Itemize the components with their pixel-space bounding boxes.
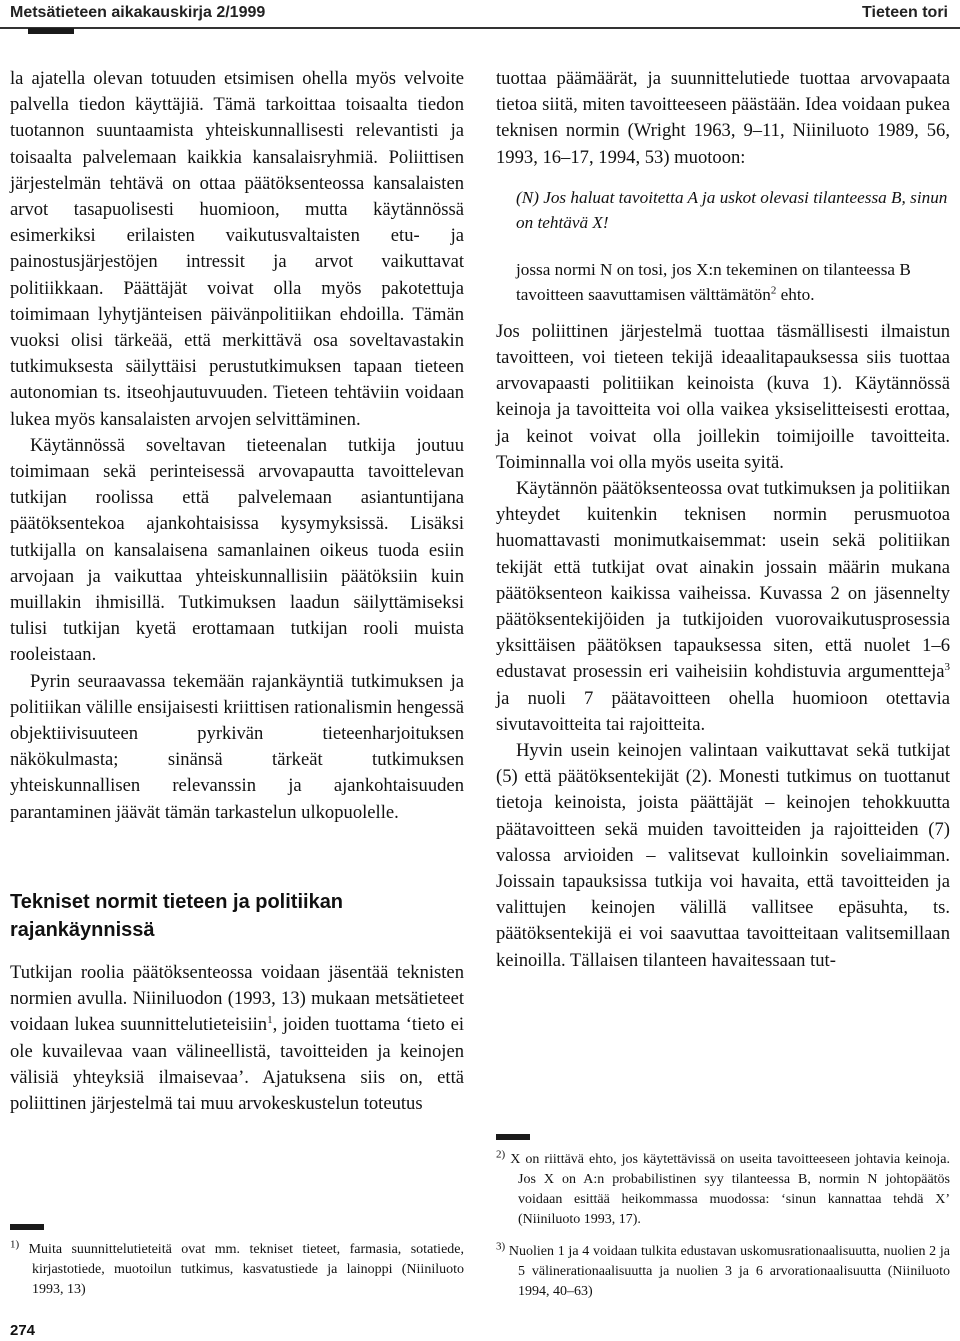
footnote-mark: 3) — [496, 1240, 506, 1253]
footnote-mark: 1) — [10, 1238, 20, 1251]
page-number: 274 — [10, 1322, 36, 1339]
technical-norm-block — [516, 185, 950, 307]
footnote — [10, 1240, 464, 1300]
norm-explanation-text: ehto. — [776, 284, 815, 304]
paragraph-text: , joiden tuottama ‘tieto ei ole kuvailevaa vaan välineellistä, tavoitteiden ja keinojen välisiä yhteyksiä ilmaisevaa’. Ajatuksena siis on, että poliittinen järjestelmä tai muu arvokeskustelun toteutus — [10, 1014, 465, 1114]
footnote-ref: 2 — [770, 284, 777, 297]
paragraph — [10, 960, 464, 1117]
footnotes-right — [496, 1134, 950, 1302]
header-tab-marker — [28, 28, 74, 34]
footnote-rule — [496, 1134, 530, 1140]
footnote-text: Nuolien 1 ja 4 voidaan tulkita edustavan uskomusrationaalisuutta, nuolien 2 ja 5 välinerationaalisuutta ja nuolien 3 ja 6 arvorationaalisuutta (Niiniluoto 1994, 40–63) — [508, 1244, 950, 1299]
paragraph: Käytännössä soveltavan tieteenalan tutkija joutuu toimimaan sekä perinteisessä arvovapautta tavoittelevan tutkijan roolissa että palvelemaan asiantuntijana päätöksentekoa ajankohtaisissa kysymyksissä. Lisäksi tutkijalla on kansalaisena samanlainen oikeus tuoda esiin arvojaan ja vaikuttaa yhteiskunnallisiin päätöksiin kuin muillakin ihmisillä. Tutkimuksen laadun säilyttämiseksi tulisi tutkijan kyetä erottamaan tutkijan rooli muista rooleistaan. — [10, 434, 464, 666]
footnote-rule — [10, 1224, 44, 1230]
footnotes-left — [10, 1224, 464, 1300]
paragraph-text: Käytännön päätöksenteossa ovat tutkimuksen ja politiikan yhteydet kuitenkin teknisen normin perusmuotoa huomattavasti monimutkaisemmat: usein sekä politiikan tekijät että tutkijat ovat ainakin jossain määrin mukana päätöksenteon kaikissa vaiheissa. Kuvassa 2 on jäsennelty päätöksentekijöiden ja tutkijoiden vuorovaikutusprosessia yksittäisen päätöksen tapauksessa siten, että nuolet 1–6 edustavat prosessin eri vaiheisiin kohdistuvia argumentteja — [496, 478, 950, 683]
paragraph: la ajatella olevan totuuden etsimisen ohella myös velvoite palvella tiedon käyttäjiä. Tämä tarkoittaa toisaalta tiedon tuotannon suuntaamista yhteiskunnallisesti relevantisti ja toisaalta palvelemaan kaikkia kansalaisryhmiä. Poliittisen järjestelmän tehtävä on ottaa päätöksenteossa kansalaisten arvot tasapuolisesti huomioon, mutta käytännössä esimerkiksi erilaisten vaikutusvaltaisten etu- ja painostusjärjestöjen intressit ja arvot vaikuttavat politiikkaan. Päättäjät voivat olla myös pakotettuja toimimaan lyhytjänteisen päivänpolitiikan ehdoilla. Tämän vuoksi olisi tärkeää, että merkittävä osa soveltavastakin tutkimuksesta säilyttäisi perustutkimuksen tapaan tieteen autonomian ts. itseohjautuvuuden. Tieteen tehtäviin voidaan lukea myös kansalaisten arvojen selvittäminen. — [10, 68, 464, 430]
page-header — [0, 0, 960, 28]
left-column — [10, 66, 464, 1117]
section-heading: Tekniset normit tieteen ja politiikan rajankäynnissä — [10, 890, 344, 941]
footnote-text: X on riittävä ehto, jos käytettävissä on useita tavoitteeseen johtavia keinoja. Jos X on A:n probabilistinen syy tilanteessa B, normin N johtopäätös voidaan esittää heikommassa muodossa: ‘sinun kannattaa tehdä X’ (Niiniluoto 1993, 17). — [510, 1152, 951, 1227]
paragraph-text: Tutkijan roolia päätöksenteossa voidaan jäsentää teknisten normien avulla. Niiniluodon (1993, 13) mukaan metsätieteet voidaan lukea suunnittelutieteisiin — [10, 961, 464, 1036]
footnote — [496, 1242, 950, 1302]
header-rule — [0, 27, 960, 29]
footnote-mark: 2) — [496, 1148, 506, 1161]
paragraph: Pyrin seuraavassa tekemään rajankäyntiä tutkimuksen ja politiikan välille ensijaisesti kriittisen rationalismin hengessä objektiivisuuteen pyrkivän tieteenharjoituksen näkökulmasta; sinänsä tärkeät tutkimuksen yhteiskunnallisen relevanssin ja ajankohtaisuuden parantaminen jäävät tämän tarkastelun ulkopuolelle. — [10, 670, 464, 823]
norm-explanation-text: jossa normi N on tosi, jos X:n tekeminen on tilanteessa B tavoitteen saavuttamisen välttämätön — [516, 259, 911, 304]
footnote-ref: 1 — [267, 1014, 273, 1027]
paragraph — [496, 476, 950, 738]
footnote — [496, 1150, 950, 1230]
right-column — [496, 66, 950, 974]
footnote-ref: 3 — [944, 661, 950, 674]
paragraph: Jos poliittinen järjestelmä tuottaa täsmällisesti ilmaistun tavoitteen, voi tieteen tekijä ideaalitapauksessa siis tuottaa arvovapaasti politiikan keinoista (kuva 1). Käytännössä keinoja ja tavoitteita voi olla vaikea yksiselitteisesti erottaa, ja keinot voivat olla joillekin toimijoille tavoitteita. Toiminnalla voi olla myös useita syitä. — [496, 320, 950, 473]
footnote-text: Muita suunnittelutieteitä ovat mm. tekniset tieteet, farmasia, sotatiede, kirjastotiede, muotoilun tutkimus, kasvatustiede ja lainoppi (Niiniluoto 1993, 13) — [28, 1242, 464, 1297]
norm-explanation — [516, 257, 950, 307]
norm-statement: (N) Jos haluat tavoitetta A ja uskot olevasi tilanteessa B, sinun on tehtävä X! — [516, 187, 948, 232]
journal-title: Metsätieteen aikakauskirja 2/1999 — [10, 4, 266, 21]
paragraph: Hyvin usein keinojen valintaan vaikuttavat sekä tutkijat (5) että päätöksentekijät (2). Monesti tutkimus on tuottanut tietoja keinoista, joista päättäjät – keinojen tehokkuutta päätavoitteen sekä muiden tavoitteiden ja rajoitteiden (7) valossa arvioiden – valitsevat kulloinkin soveliaimman. Joissain tapauksissa tutkija voi havaita, että tavoitteiden ja valittujen keinojen välillä vallitsee epäsuhta, ts. päätöksentekijä ei voi saavuttaa tavoitteitaan valitsemillaan keinoilla. Tällaisen tilanteen havaitessaan tut- — [496, 740, 950, 971]
paragraph: tuottaa päämäärät, ja suunnittelutiede tuottaa arvovapaata tietoa siitä, miten tavoitteeseen päästään. Idea voidaan pukea teknisen normin (Wright 1963, 9–11, Niiniluoto 1989, 56, 1993, 16–17, 1994, 53) muotoon: — [496, 68, 950, 168]
paragraph-text: ja nuoli 7 päätavoitteen ohella huomioon otettavia sivutavoitteita tai rajoitteita. — [496, 687, 950, 735]
section-title: Tieteen tori — [862, 4, 948, 21]
